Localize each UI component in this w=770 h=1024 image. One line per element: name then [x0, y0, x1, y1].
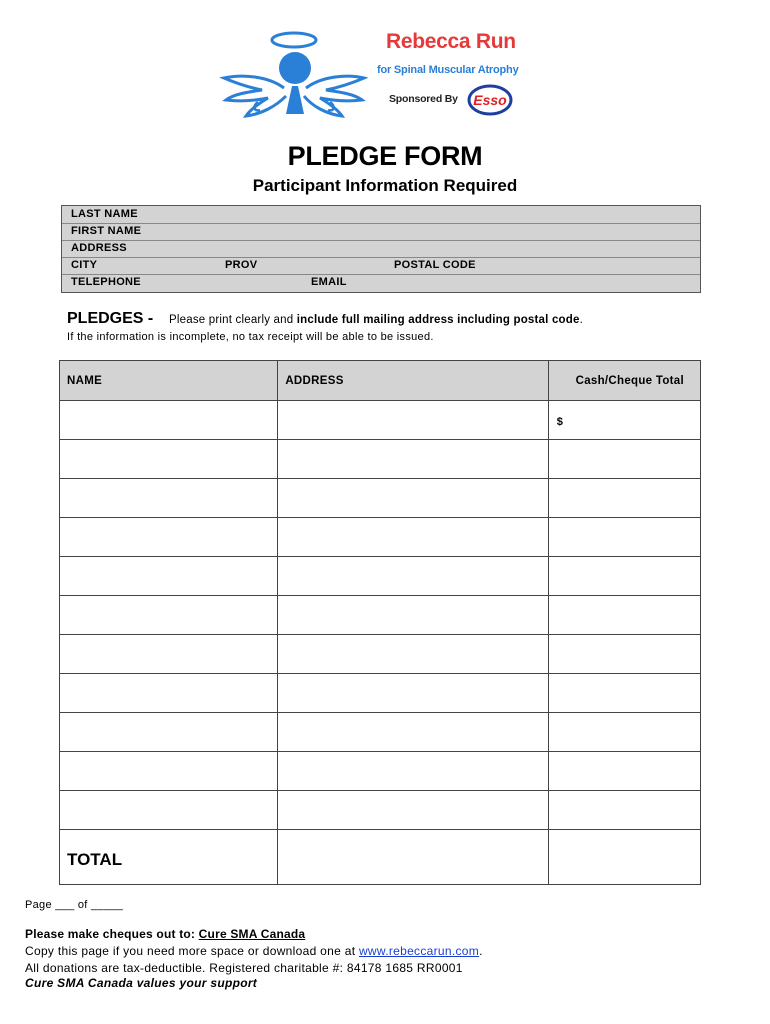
- cheques-prefix: Please make cheques out to:: [25, 927, 199, 941]
- address-cell[interactable]: [278, 674, 548, 713]
- copy-prefix: Copy this page if you need more space or download one at: [25, 944, 359, 958]
- logo-title: Rebecca Run: [386, 30, 516, 53]
- name-cell[interactable]: [60, 674, 278, 713]
- pledge-table: [59, 360, 701, 885]
- svg-text:Esso: Esso: [473, 92, 507, 108]
- name-cell[interactable]: [60, 635, 278, 674]
- name-cell[interactable]: [60, 518, 278, 557]
- name-column-header: NAME: [60, 361, 278, 401]
- table-row: [60, 752, 701, 791]
- telephone-row[interactable]: [62, 274, 700, 291]
- total-label-cell: [60, 830, 278, 885]
- postal-code-label: POSTAL CODE: [394, 259, 476, 271]
- cheques-payee: Cure SMA Canada: [198, 927, 306, 941]
- total-cell[interactable]: [548, 713, 700, 752]
- total-cell[interactable]: [548, 479, 700, 518]
- total-cell[interactable]: [548, 557, 700, 596]
- esso-logo-icon: [467, 84, 513, 116]
- copy-line: [25, 944, 483, 958]
- last-name-row[interactable]: [62, 206, 700, 224]
- name-cell[interactable]: [60, 401, 278, 440]
- copy-suffix: .: [479, 944, 483, 958]
- page-subtitle: Participant Information Required: [252, 176, 518, 195]
- address-cell[interactable]: [278, 518, 548, 557]
- donations-line: All donations are tax-deductible. Registered charitable #: 84178 1685 RR0001: [25, 961, 463, 975]
- address-column-header: ADDRESS: [278, 361, 548, 401]
- table-row: [60, 401, 701, 440]
- total-cell[interactable]: [548, 440, 700, 479]
- participant-info-box: [61, 205, 701, 293]
- city-label: CITY: [71, 259, 98, 271]
- total-label: TOTAL: [67, 850, 123, 869]
- table-row: [60, 440, 701, 479]
- instr-end: .: [579, 314, 583, 326]
- total-cell[interactable]: [548, 596, 700, 635]
- telephone-label: TELEPHONE: [71, 276, 141, 288]
- name-cell[interactable]: [60, 752, 278, 791]
- instr-plain: Please print clearly and: [169, 314, 297, 326]
- name-cell[interactable]: [60, 557, 278, 596]
- grand-total-cell[interactable]: [548, 830, 700, 885]
- total-address-cell[interactable]: [278, 830, 548, 885]
- table-header-row: [60, 361, 701, 401]
- table-row: [60, 713, 701, 752]
- address-cell[interactable]: [278, 713, 548, 752]
- total-cell[interactable]: [548, 752, 700, 791]
- page-title: PLEDGE FORM: [287, 141, 483, 171]
- address-cell[interactable]: [278, 479, 548, 518]
- address-cell[interactable]: [278, 752, 548, 791]
- name-cell[interactable]: [60, 713, 278, 752]
- logo-subtitle: for Spinal Muscular Atrophy: [377, 64, 519, 76]
- total-cell[interactable]: [548, 674, 700, 713]
- cheques-line: [25, 927, 305, 941]
- address-cell[interactable]: [278, 557, 548, 596]
- logo-sponsor-text: Sponsored By: [389, 93, 458, 105]
- address-row[interactable]: [62, 240, 700, 258]
- last-name-label: LAST NAME: [71, 208, 138, 220]
- page-number-line: Page ___ of _____: [25, 899, 124, 911]
- total-cell[interactable]: [548, 791, 700, 830]
- city-row[interactable]: [62, 257, 700, 275]
- table-row: [60, 479, 701, 518]
- total-cell[interactable]: [548, 401, 700, 440]
- currency-symbol: $: [556, 416, 563, 428]
- total-row: [60, 830, 701, 885]
- prov-label: PROV: [225, 259, 258, 271]
- name-cell[interactable]: [60, 440, 278, 479]
- address-cell[interactable]: [278, 635, 548, 674]
- table-row: [60, 596, 701, 635]
- total-cell[interactable]: [548, 518, 700, 557]
- pledges-note: If the information is incomplete, no tax receipt will be able to be issued.: [67, 331, 434, 343]
- instr-bold: include full mailing address including postal code: [296, 314, 580, 326]
- name-cell[interactable]: [60, 791, 278, 830]
- email-label: EMAIL: [311, 276, 347, 288]
- pledges-instructions: [169, 314, 583, 326]
- pledges-heading: PLEDGES -: [67, 310, 154, 327]
- address-cell[interactable]: [278, 596, 548, 635]
- first-name-label: FIRST NAME: [71, 225, 142, 237]
- angel-logo-icon: [218, 26, 368, 121]
- table-row: [60, 791, 701, 830]
- first-name-row[interactable]: [62, 223, 700, 241]
- address-cell[interactable]: [278, 440, 548, 479]
- name-cell[interactable]: [60, 596, 278, 635]
- table-row: [60, 674, 701, 713]
- table-row: [60, 557, 701, 596]
- name-cell[interactable]: [60, 479, 278, 518]
- address-label: ADDRESS: [71, 242, 127, 254]
- table-row: [60, 518, 701, 557]
- website-link[interactable]: www.rebeccarun.com: [358, 944, 480, 958]
- total-cell[interactable]: [548, 635, 700, 674]
- address-cell[interactable]: [278, 401, 548, 440]
- address-cell[interactable]: [278, 791, 548, 830]
- values-line: Cure SMA Canada values your support: [25, 976, 258, 990]
- total-column-header: Cash/Cheque Total: [548, 361, 700, 401]
- table-row: [60, 635, 701, 674]
